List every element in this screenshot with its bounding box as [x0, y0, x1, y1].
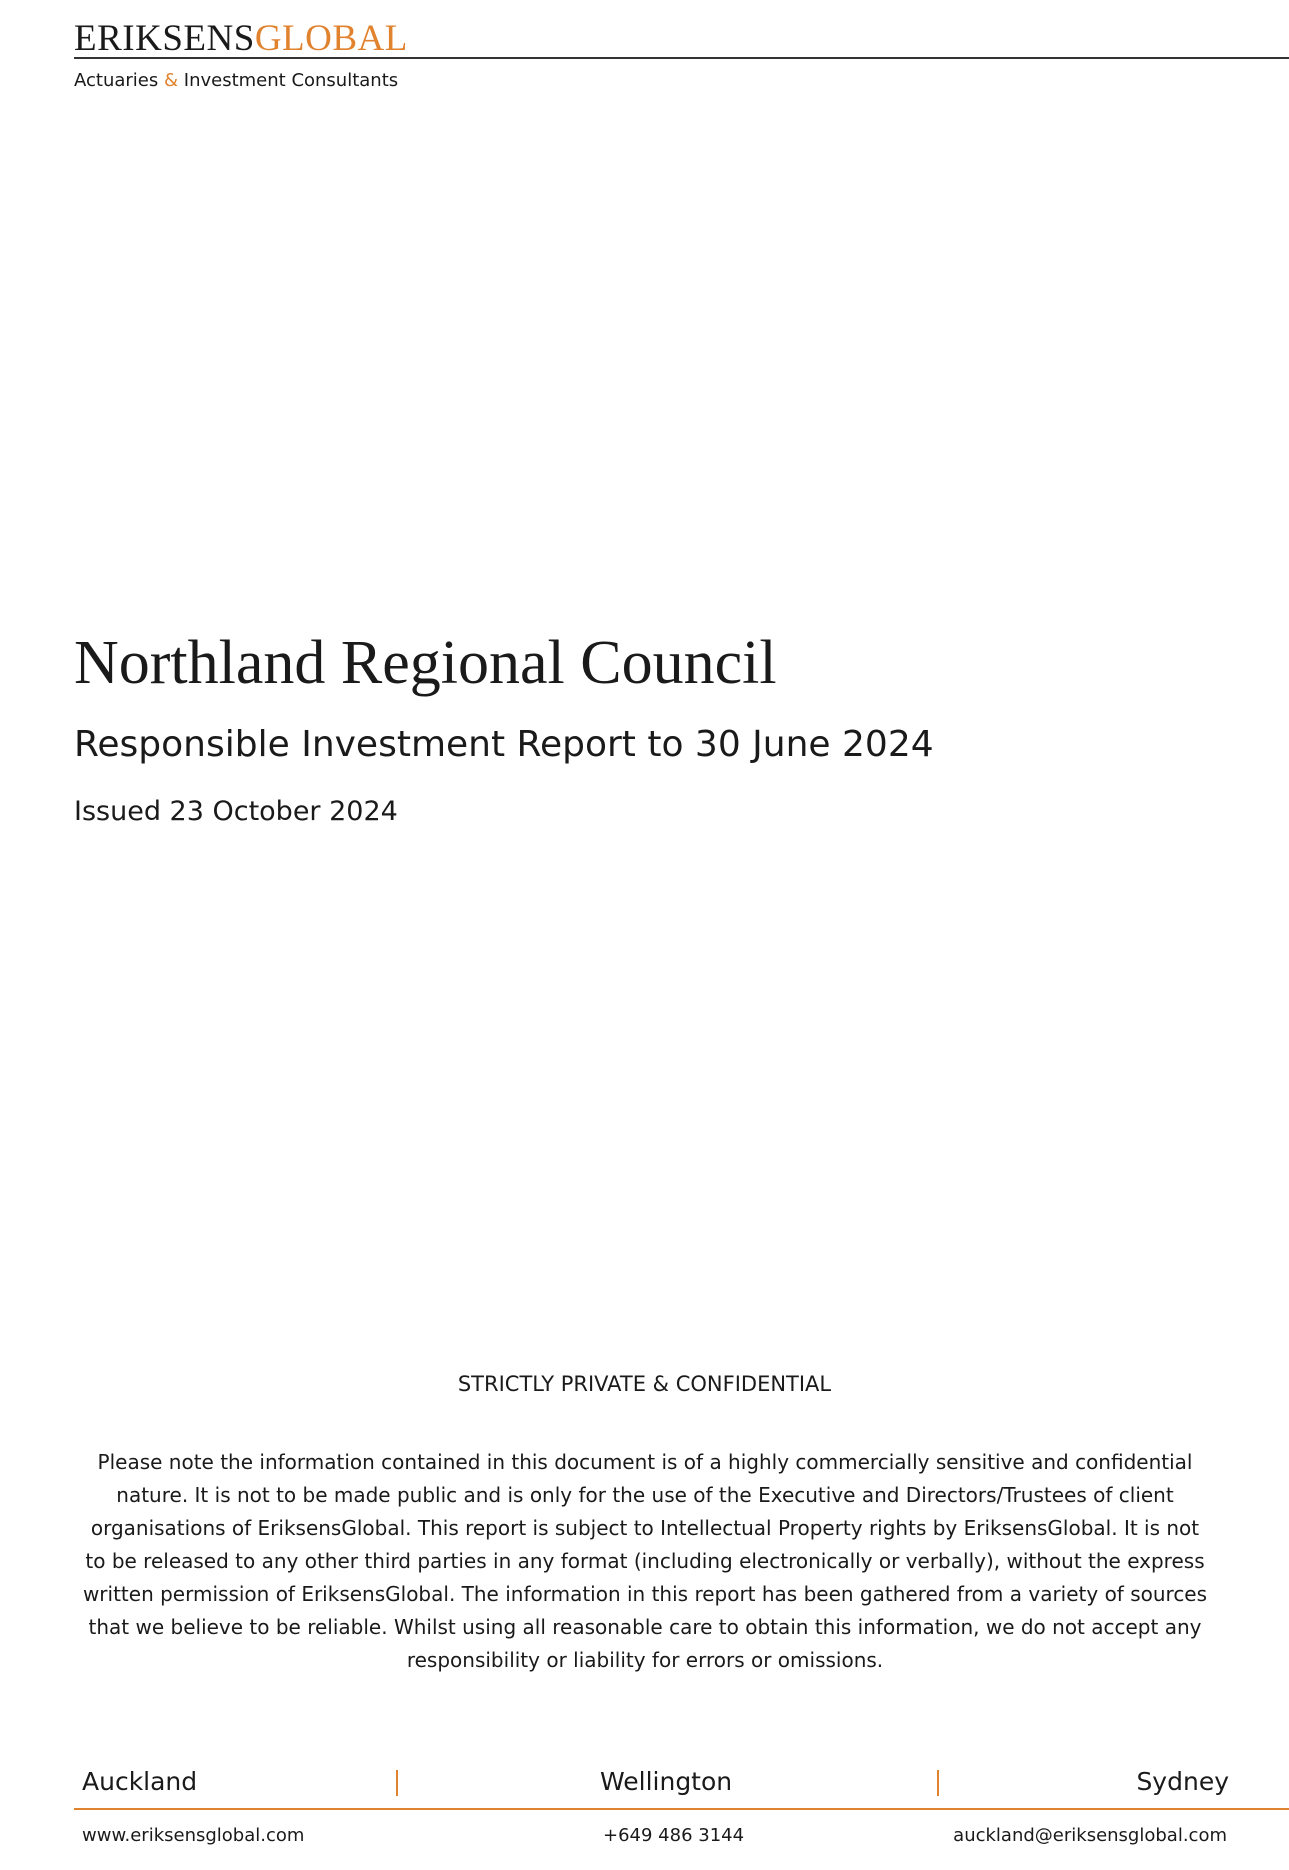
company-tagline [74, 68, 398, 94]
tagline-ampersand: & [163, 70, 179, 91]
footer-separator [937, 1770, 939, 1796]
tagline-consultants: Investment Consultants [183, 70, 399, 91]
office-wellington: Wellington [600, 1767, 733, 1796]
logo-text-global: GLOBAL [254, 18, 408, 59]
tagline-actuaries: Actuaries [74, 70, 159, 91]
logo-text-eriksens: ERIKSENS [74, 18, 255, 59]
office-auckland: Auckland [82, 1767, 198, 1796]
confidential-heading: STRICTLY PRIVATE & CONFIDENTIAL [457, 1372, 832, 1396]
phone-number: +649 486 3144 [603, 1825, 745, 1846]
footer-separator [396, 1770, 398, 1796]
report-subtitle: Responsible Investment Report to 30 June 2024 [74, 724, 934, 765]
issued-date: Issued 23 October 2024 [74, 796, 398, 827]
footer-divider [74, 1808, 1289, 1810]
website-link[interactable]: www.eriksensglobal.com [82, 1825, 305, 1846]
confidentiality-disclaimer: Please note the information contained in this document is of a highly commercially sensitive and confidential nature. It is not to be made public and is only for the use of the Executive and Directors/Trustees of client organisations of EriksensGlobal. This report is subject to Intellectual Property rights by EriksensGlobal. It is not to be released to any other third parties in any format (including electronically or verbally), without the express written permission of EriksensGlobal. The information in this report has been gathered from a variety of sources that we believe to be reliable. Whilst using all reasonable care to obtain this information, we do not accept any responsibility or liability for errors or omissions. [82, 1450, 1208, 1672]
report-client-title: Northland Regional Council [74, 629, 777, 697]
header-divider [74, 57, 1289, 59]
office-sydney: Sydney [1136, 1767, 1229, 1796]
email-link[interactable]: auckland@eriksensglobal.com [953, 1825, 1227, 1846]
